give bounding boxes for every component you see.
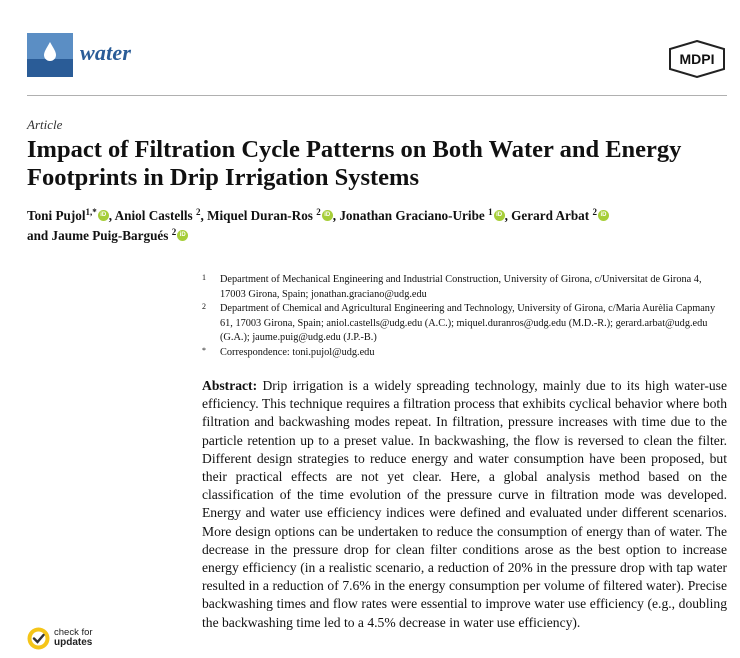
author-list: Toni Pujol$^{1,*}$iD , Aniol Castells $^2$, Miquel Duran-Ros $^2$iD , Jonathan Graciano-Uribe $^1$iD , Gerard Arbat $^2$iD and Jaume Puig-Bargués $^2$iD — [27, 206, 727, 246]
article-title: Impact of Filtration Cycle Patterns on Both Water and Energy Footprints in Drip Irrigation Systems — [27, 136, 682, 191]
abstract-label: Abstract: — [202, 378, 258, 393]
orcid-icon[interactable] — [322, 210, 333, 221]
affiliation-item: 2 Department of Chemical and Agricultural Engineering and Technology, University of Girona, c/Maria Aurèlia Capmany 61, 17003 Girona, Spain; aniol.castells@udg.edu (A.C.); miquel.duranros@udg.edu (M.D.-R.); gerard.arbat@udg.edu (G.A.); jaume.puig@udg.edu (J.P.-B.) — [202, 302, 716, 343]
orcid-icon[interactable] — [494, 210, 505, 221]
article-type: Article — [27, 117, 63, 132]
check-for-updates-button[interactable] — [27, 627, 127, 653]
affiliations — [202, 273, 727, 360]
author[interactable]: Gerard Arbat $^2$iD — [511, 208, 609, 223]
author[interactable]: Toni Pujol$^{1,*}$iD — [27, 208, 109, 223]
check-updates-line1: check for — [54, 627, 93, 638]
author[interactable]: Aniol Castells $^2$ — [114, 207, 201, 223]
orcid-icon[interactable] — [98, 210, 109, 221]
abstract-text: Drip irrigation is a widely spreading technology, mainly due to its high water-use efficiency. This technique requires a filtration process that exhibits cyclical behavior where both filtration and backwashing modes repeat. In filtration, pressure increases with time due to the particle retention up to a preset value. In backwashing, the flow is reversed to clean the filter. Different design strategies to reduce energy and water consumption have been proposed, but their practical effects are not yet clear. Here, a global analysis method based on the classification of the time evolution of the pressure curve in filtration mode was developed. Energy and water use efficiency indices were defined and evaluated under different scenarios. More design options can be undertaken to reduce the consumption of energy than of water. The decrease in the pressure drop for clean filter conditions arose as the best option to increase energy efficiency (in a realistic scenario, a reduction of 20% in the pressure drop with tap water resulted in a reduction of 7.6% in the energy consumption per volume of filtered water). Precise backwashing times and flow rates were essential to improve water use efficiency (e.g., doubling the backwashing time led to a 4.5% decrease in water use efficiency). — [202, 378, 727, 630]
journal-name[interactable]: water — [80, 40, 132, 65]
publisher-name: MDPI — [679, 51, 715, 67]
orcid-icon[interactable] — [598, 210, 609, 221]
author[interactable]: and Jaume Puig-Bargués $^2$iD — [27, 228, 188, 243]
affiliation-item: 1 Department of Mechanical Engineering and Industrial Construction, University of Girona, c/Universitat de Girona 4, 17003 Girona, Spain; jonathan.graciano@udg.edu — [202, 273, 702, 300]
header-divider — [27, 95, 727, 96]
author[interactable]: Jonathan Graciano-Uribe $^1$iD — [339, 208, 504, 223]
check-updates-icon — [27, 627, 50, 650]
orcid-icon[interactable] — [177, 230, 188, 241]
abstract — [202, 377, 727, 632]
mdpi-logo[interactable] — [668, 40, 726, 78]
correspondence: * Correspondence: toni.pujol@udg.edu — [202, 345, 375, 358]
author[interactable]: Miquel Duran-Ros $^2$iD — [207, 208, 333, 223]
check-updates-line2: updates — [54, 637, 93, 648]
journal-logo-icon — [27, 33, 73, 77]
